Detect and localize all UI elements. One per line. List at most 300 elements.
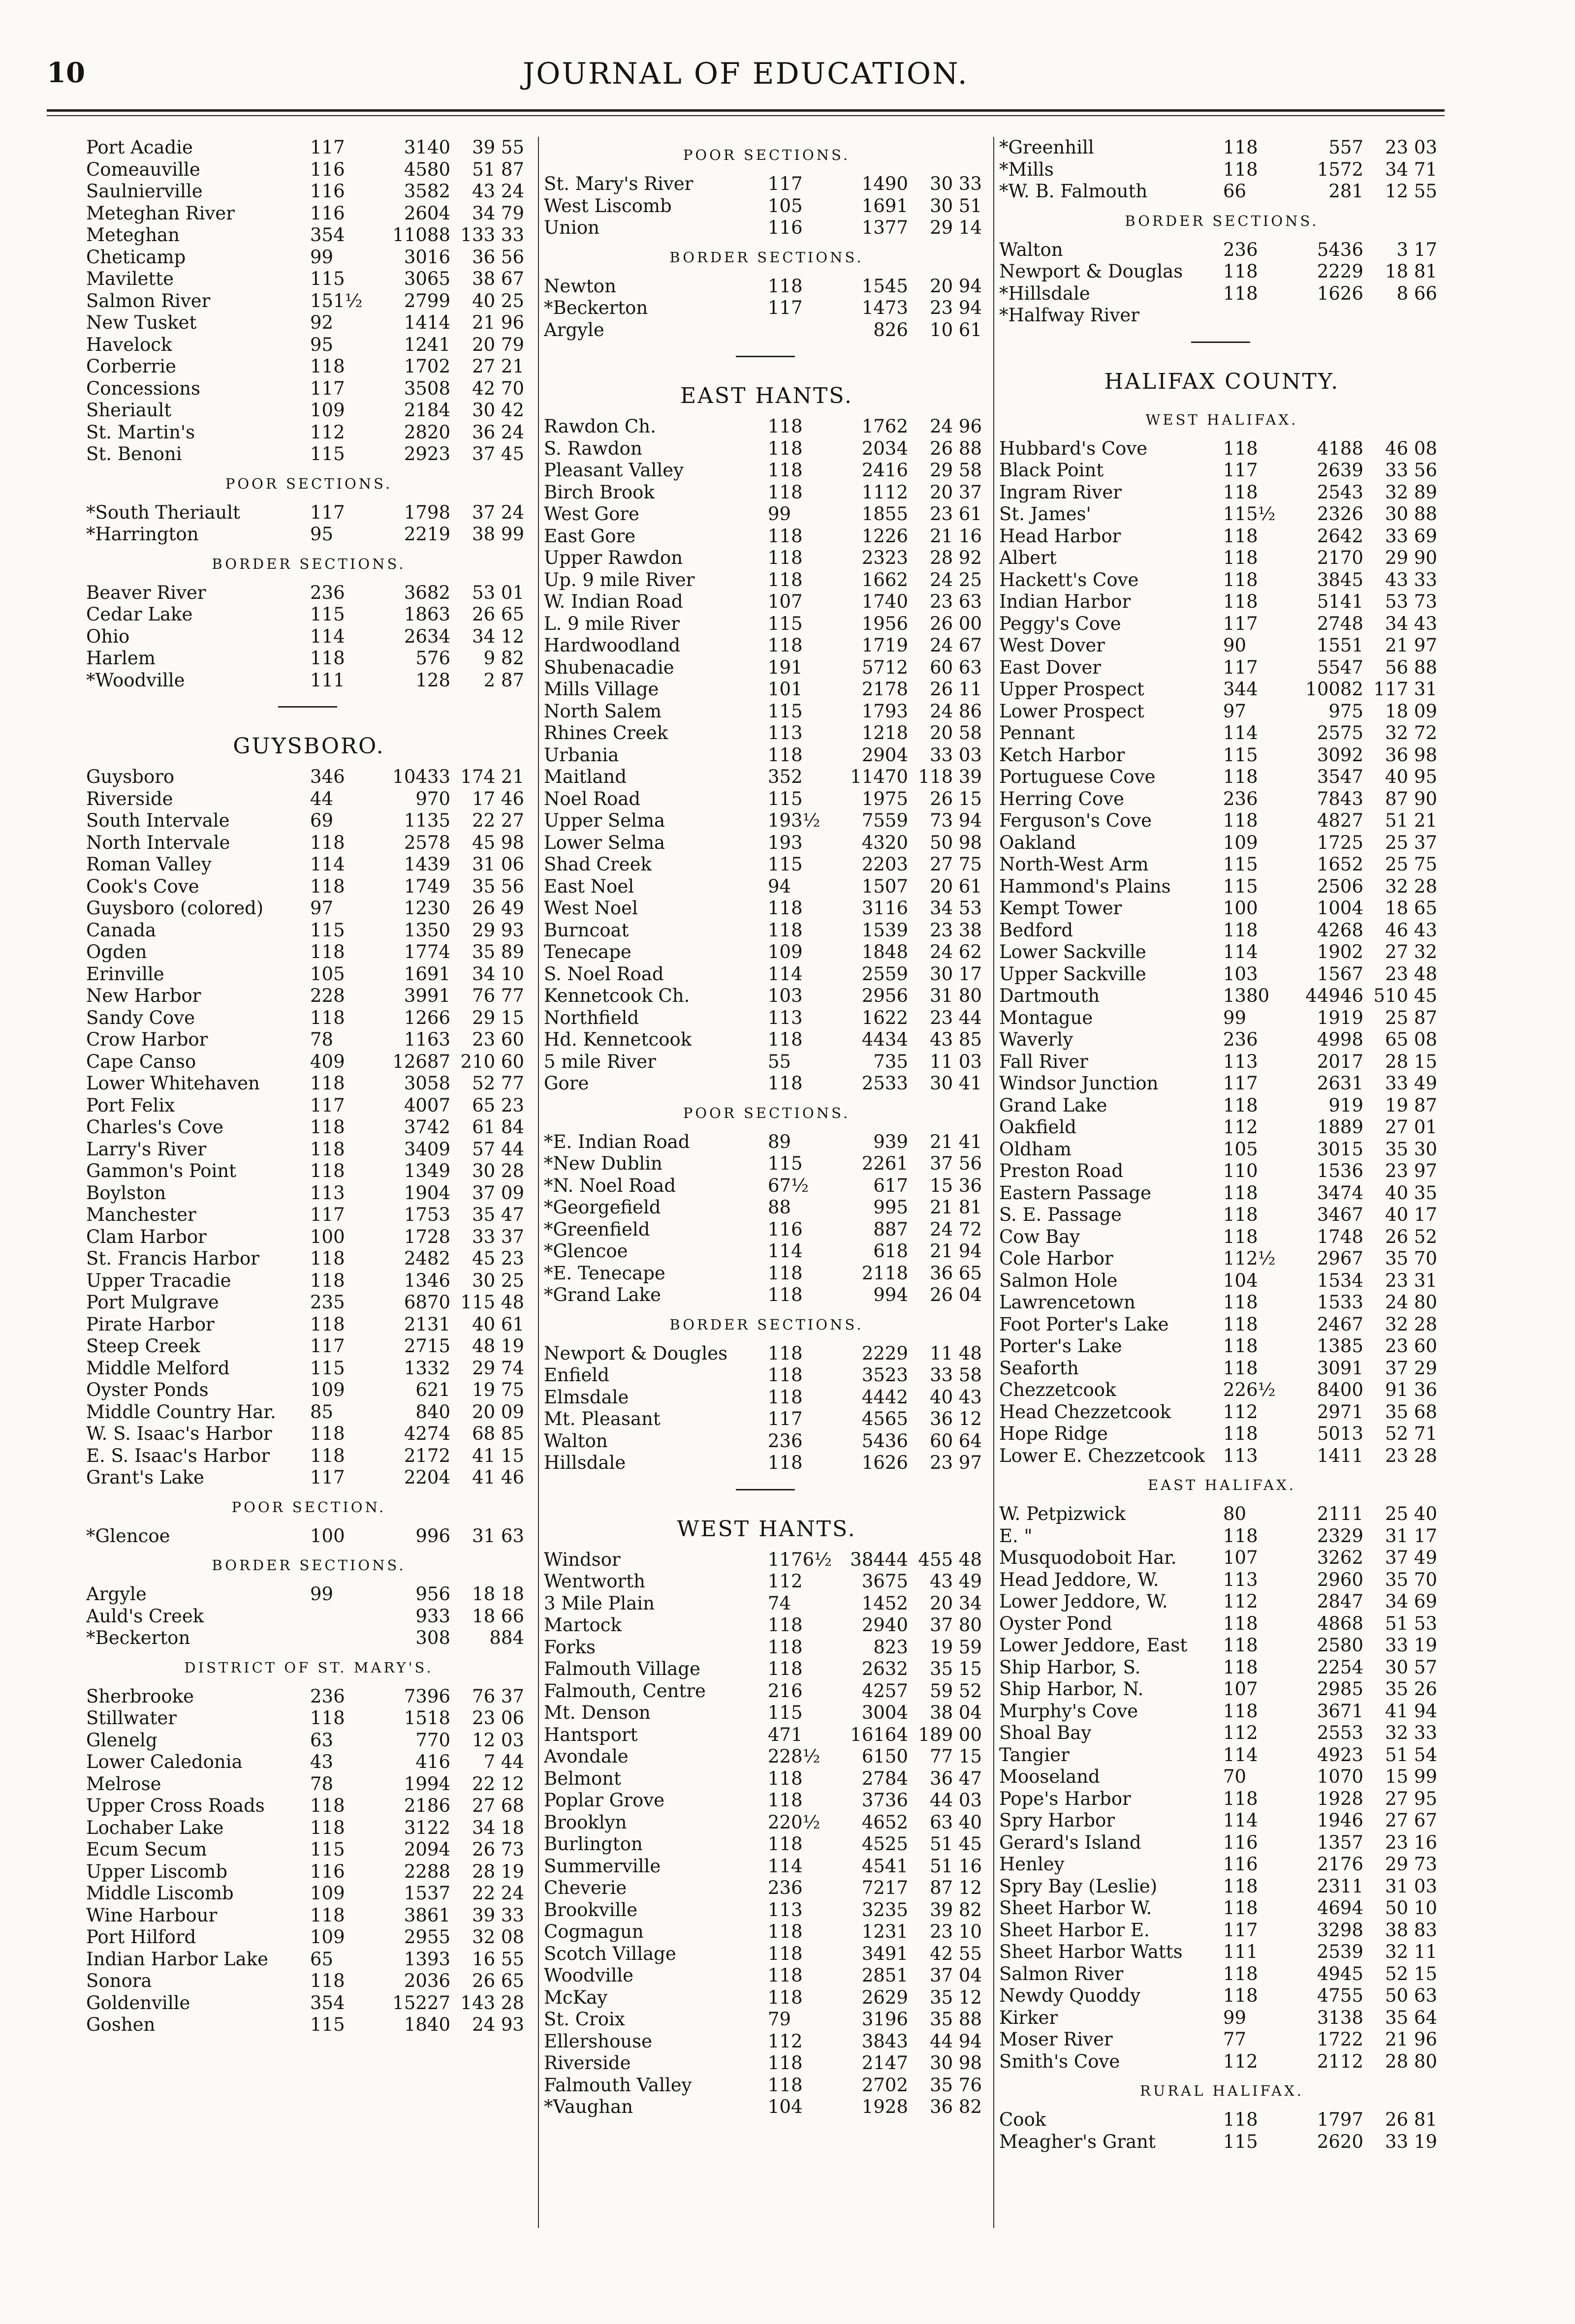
table-row bbox=[86, 400, 532, 422]
days-taught: 78 bbox=[310, 1029, 334, 1050]
section-name: E. " bbox=[999, 1525, 1033, 1547]
days-taught: 346 bbox=[310, 766, 345, 787]
section-name: Albert bbox=[999, 547, 1057, 568]
grant-amount: 57 44 bbox=[472, 1138, 524, 1160]
grant-amount: 50 63 bbox=[1385, 1985, 1437, 2006]
attendance: 3092 bbox=[1317, 744, 1363, 766]
section-name: Hammond's Plains bbox=[999, 875, 1171, 897]
days-taught: 118 bbox=[768, 1636, 803, 1658]
days-taught: 118 bbox=[1223, 569, 1258, 590]
table-row bbox=[86, 268, 532, 290]
days-taught: 118 bbox=[1223, 1204, 1258, 1225]
attendance: 3682 bbox=[404, 582, 450, 603]
table-row bbox=[86, 766, 532, 788]
attendance: 2967 bbox=[1317, 1248, 1363, 1269]
attendance: 5712 bbox=[861, 656, 908, 678]
days-taught: 107 bbox=[1223, 1678, 1258, 1700]
days-taught: 116 bbox=[310, 202, 345, 224]
grant-amount: 24 80 bbox=[1385, 1292, 1437, 1313]
section-name: Hubbard's Cove bbox=[999, 437, 1148, 459]
section-name: Lower Prospect bbox=[999, 700, 1144, 722]
table-row bbox=[544, 1571, 989, 1593]
attendance: 2578 bbox=[404, 832, 450, 853]
grant-amount: 41 94 bbox=[1385, 1700, 1437, 1722]
grant-amount: 39 55 bbox=[472, 137, 524, 158]
section-name: Pennant bbox=[999, 722, 1075, 744]
section-name: Wine Harbour bbox=[86, 1904, 218, 1926]
attendance: 3409 bbox=[404, 1138, 450, 1160]
section-name: Poplar Grove bbox=[544, 1790, 665, 1811]
section-name: Tangier bbox=[999, 1744, 1070, 1766]
grant-amount: 31 80 bbox=[930, 985, 982, 1006]
table-row bbox=[999, 1139, 1445, 1161]
grant-amount: 32 11 bbox=[1385, 1941, 1437, 1962]
section-name: Corberrie bbox=[86, 356, 176, 377]
grant-amount: 59 52 bbox=[930, 1680, 982, 1702]
section-name: East Gore bbox=[544, 525, 636, 547]
section-name: West Noel bbox=[544, 898, 638, 919]
days-taught: 117 bbox=[768, 297, 803, 318]
section-name: Ketch Harbor bbox=[999, 744, 1125, 766]
days-taught: 118 bbox=[768, 547, 803, 568]
table-row bbox=[544, 1965, 989, 1987]
grant-amount: 28 15 bbox=[1385, 1051, 1437, 1072]
attendance: 1848 bbox=[861, 941, 908, 962]
days-taught: 116 bbox=[310, 181, 345, 202]
section-name: East Dover bbox=[999, 656, 1102, 678]
days-taught: 100 bbox=[310, 1226, 345, 1247]
table-row bbox=[544, 854, 989, 876]
days-taught: 118 bbox=[768, 275, 803, 297]
section-name: Oldham bbox=[999, 1138, 1071, 1160]
attendance: 5436 bbox=[861, 1430, 908, 1452]
table-row bbox=[544, 679, 989, 701]
table-row bbox=[544, 898, 989, 920]
attendance: 3861 bbox=[404, 1904, 450, 1926]
section-name: Riverside bbox=[86, 788, 173, 809]
attendance: 2642 bbox=[1317, 525, 1363, 547]
grant-amount: 22 12 bbox=[472, 1773, 524, 1795]
days-taught: 118 bbox=[310, 1248, 345, 1269]
grant-amount: 23 03 bbox=[1385, 137, 1437, 158]
attendance: 7559 bbox=[861, 810, 908, 831]
section-name: Noel Road bbox=[544, 788, 641, 809]
attendance: 1626 bbox=[1317, 282, 1363, 304]
table-row bbox=[86, 137, 532, 159]
table-row bbox=[544, 1987, 989, 2009]
grant-amount: 73 94 bbox=[930, 810, 982, 831]
grant-amount: 31 17 bbox=[1385, 1525, 1437, 1547]
section-name: Belmont bbox=[544, 1767, 621, 1789]
section-name: 3 Mile Plain bbox=[544, 1592, 655, 1614]
section-name: Upper Cross Roads bbox=[86, 1795, 265, 1816]
days-taught: 118 bbox=[768, 2074, 803, 2096]
table-row bbox=[544, 2031, 989, 2053]
attendance: 2923 bbox=[404, 443, 450, 465]
section-name: Middle Liscomb bbox=[86, 1883, 234, 1904]
days-taught: 118 bbox=[768, 525, 803, 547]
grant-amount: 8 66 bbox=[1396, 282, 1437, 304]
grant-amount: 37 04 bbox=[930, 1965, 982, 1986]
table-row bbox=[999, 1569, 1445, 1591]
section-subheading: POOR SECTIONS. bbox=[683, 147, 850, 163]
attendance: 3065 bbox=[404, 268, 450, 289]
attendance: 1393 bbox=[404, 1948, 450, 1970]
grant-amount: 37 09 bbox=[472, 1182, 524, 1204]
grant-amount: 30 42 bbox=[472, 400, 524, 421]
grant-amount: 36 65 bbox=[930, 1262, 982, 1284]
days-taught: 216 bbox=[768, 1680, 803, 1702]
column-3 bbox=[999, 137, 1445, 2153]
days-taught: 117 bbox=[310, 1335, 345, 1357]
days-taught: 118 bbox=[768, 1965, 803, 1986]
days-taught: 112½ bbox=[1223, 1248, 1276, 1269]
grant-amount: 18 65 bbox=[1385, 898, 1437, 919]
section-name: West Liscomb bbox=[544, 195, 672, 217]
attendance: 1414 bbox=[404, 312, 450, 333]
grant-amount: 51 53 bbox=[1385, 1612, 1437, 1634]
days-taught: 115 bbox=[768, 700, 803, 722]
days-taught: 88 bbox=[768, 1197, 791, 1218]
table-row bbox=[86, 832, 532, 854]
days-taught: 118 bbox=[310, 941, 345, 962]
table-row bbox=[544, 1790, 989, 1812]
section-name: *N. Noel Road bbox=[544, 1175, 676, 1196]
days-taught: 236 bbox=[310, 1685, 345, 1707]
section-subheading: WEST HALIFAX. bbox=[1145, 411, 1298, 428]
grant-amount: 7 44 bbox=[483, 1751, 524, 1772]
grant-amount: 12 55 bbox=[1385, 181, 1437, 202]
days-taught: 115 bbox=[1223, 744, 1258, 766]
days-taught: 118 bbox=[1223, 1635, 1258, 1656]
table-row bbox=[86, 356, 532, 378]
attendance: 11470 bbox=[850, 766, 908, 787]
county-heading: GUYSBORO. bbox=[233, 734, 385, 759]
grant-amount: 23 48 bbox=[1385, 963, 1437, 985]
grant-amount: 23 63 bbox=[930, 591, 982, 612]
table-row bbox=[999, 261, 1445, 283]
attendance: 2229 bbox=[1317, 261, 1363, 282]
attendance: 1572 bbox=[1317, 158, 1363, 180]
table-row bbox=[999, 635, 1445, 657]
grant-amount: 26 65 bbox=[472, 604, 524, 625]
grant-amount: 42 70 bbox=[472, 377, 524, 399]
days-taught: 118 bbox=[310, 1138, 345, 1160]
table-row bbox=[86, 1861, 532, 1883]
section-name: S. Rawdon bbox=[544, 437, 642, 459]
section-name: Pirate Harbor bbox=[86, 1313, 215, 1335]
section-name: Woodville bbox=[544, 1965, 634, 1986]
days-taught: 118 bbox=[1223, 282, 1258, 304]
table-row bbox=[86, 1270, 532, 1292]
section-name: St. Benoni bbox=[86, 443, 182, 465]
table-row bbox=[86, 670, 532, 692]
header-rule bbox=[47, 109, 1445, 112]
days-taught: 228½ bbox=[768, 1746, 820, 1767]
grant-amount: 76 37 bbox=[472, 1685, 524, 1707]
attendance: 3015 bbox=[1317, 1138, 1363, 1160]
days-taught: 193 bbox=[768, 832, 803, 853]
table-row bbox=[544, 482, 989, 504]
days-taught: 109 bbox=[310, 1926, 345, 1948]
grant-amount: 3 17 bbox=[1396, 239, 1437, 260]
section-name: Gore bbox=[544, 1073, 589, 1094]
section-name: Windsor bbox=[544, 1549, 621, 1570]
section-name: *Glencoe bbox=[86, 1525, 170, 1547]
table-row bbox=[86, 159, 532, 181]
attendance: 2204 bbox=[404, 1467, 450, 1488]
attendance: 1797 bbox=[1317, 2109, 1363, 2130]
section-name: Enfield bbox=[544, 1364, 609, 1386]
attendance: 1691 bbox=[404, 963, 450, 985]
attendance: 1490 bbox=[861, 173, 908, 194]
table-row bbox=[544, 701, 989, 723]
days-taught bbox=[310, 1627, 369, 1649]
grant-amount: 26 04 bbox=[930, 1284, 982, 1305]
table-row bbox=[86, 1029, 532, 1051]
days-taught: 118 bbox=[1223, 1292, 1258, 1313]
attendance: 826 bbox=[873, 319, 908, 341]
table-row bbox=[86, 247, 532, 269]
grant-amount: 37 45 bbox=[472, 443, 524, 465]
table-row bbox=[544, 941, 989, 963]
days-taught: 66 bbox=[1223, 181, 1247, 202]
table-row bbox=[86, 1401, 532, 1424]
attendance: 7396 bbox=[404, 1685, 450, 1707]
grant-amount: 10 61 bbox=[930, 319, 982, 341]
section-name: Mt. Denson bbox=[544, 1702, 651, 1723]
attendance: 1902 bbox=[1317, 941, 1363, 962]
section-name: Walton bbox=[544, 1430, 608, 1452]
table-row bbox=[86, 1248, 532, 1270]
section-name: *Halfway River bbox=[999, 305, 1139, 326]
section-name: Waverly bbox=[999, 1029, 1073, 1050]
attendance: 1112 bbox=[861, 481, 908, 503]
attendance: 281 bbox=[1328, 181, 1363, 202]
attendance: 2506 bbox=[1317, 875, 1363, 897]
table-row bbox=[86, 898, 532, 920]
section-name: Birch Brook bbox=[544, 481, 655, 503]
table-row bbox=[999, 2029, 1445, 2051]
attendance: 5141 bbox=[1317, 591, 1363, 612]
days-taught: 118 bbox=[1223, 481, 1258, 503]
table-row bbox=[999, 1876, 1445, 1898]
days-taught: 118 bbox=[1223, 2109, 1258, 2130]
section-name: Gammon's Point bbox=[86, 1160, 237, 1181]
table-row bbox=[544, 1131, 989, 1153]
attendance: 1889 bbox=[1317, 1116, 1363, 1138]
grant-amount: 12 03 bbox=[472, 1729, 524, 1751]
days-taught: 117 bbox=[768, 1408, 803, 1429]
table-row bbox=[544, 1197, 989, 1219]
section-name: Clam Harbor bbox=[86, 1226, 207, 1247]
section-name: Salmon River bbox=[86, 290, 211, 311]
attendance: 2604 bbox=[404, 202, 450, 224]
section-name: Oakfield bbox=[999, 1116, 1076, 1138]
section-name: Head Jeddore, W. bbox=[999, 1569, 1159, 1590]
grant-amount: 51 45 bbox=[930, 1833, 982, 1855]
attendance: 3467 bbox=[1317, 1204, 1363, 1225]
table-row bbox=[999, 613, 1445, 635]
grant-amount: 9 82 bbox=[483, 648, 524, 669]
grant-amount: 36 12 bbox=[930, 1408, 982, 1429]
grant-amount: 60 63 bbox=[930, 656, 982, 678]
table-row bbox=[86, 810, 532, 832]
days-taught: 236 bbox=[1223, 239, 1258, 260]
days-taught: 191 bbox=[768, 656, 803, 678]
grant-amount: 33 37 bbox=[472, 1226, 524, 1247]
table-row bbox=[999, 1445, 1445, 1467]
days-taught: 117 bbox=[768, 173, 803, 194]
table-row bbox=[86, 502, 532, 524]
grant-amount: 36 47 bbox=[930, 1767, 982, 1789]
table-row bbox=[544, 173, 989, 195]
table-row bbox=[544, 810, 989, 832]
section-divider bbox=[999, 327, 1445, 357]
attendance: 2715 bbox=[404, 1335, 450, 1357]
table-row bbox=[544, 297, 989, 319]
table-row bbox=[999, 1358, 1445, 1380]
days-taught: 118 bbox=[768, 2052, 803, 2074]
grant-amount: 26 00 bbox=[930, 613, 982, 634]
days-taught: 114 bbox=[1223, 1810, 1258, 1831]
days-taught: 97 bbox=[310, 898, 334, 919]
attendance: 1762 bbox=[861, 416, 908, 437]
days-taught: 118 bbox=[310, 1116, 345, 1138]
days-taught: 118 bbox=[310, 1817, 345, 1838]
attendance: 3671 bbox=[1317, 1700, 1363, 1722]
attendance: 12687 bbox=[392, 1051, 450, 1072]
attendance: 995 bbox=[873, 1197, 908, 1218]
days-taught: 118 bbox=[768, 1614, 803, 1636]
section-name: Herring Cove bbox=[999, 788, 1125, 809]
days-taught: 107 bbox=[768, 591, 803, 612]
table-row bbox=[999, 1073, 1445, 1095]
attendance: 1662 bbox=[861, 569, 908, 590]
table-row bbox=[544, 1812, 989, 1834]
grant-amount: 34 43 bbox=[1385, 613, 1437, 634]
days-taught: 354 bbox=[310, 224, 345, 246]
days-taught: 99 bbox=[1223, 2007, 1247, 2028]
table-row bbox=[544, 963, 989, 986]
attendance: 1719 bbox=[861, 635, 908, 656]
days-taught: 118 bbox=[1223, 437, 1258, 459]
section-name: Urbania bbox=[544, 744, 619, 766]
days-taught: 115 bbox=[310, 268, 345, 289]
table-row bbox=[86, 1379, 532, 1401]
grant-amount: 18 81 bbox=[1385, 261, 1437, 282]
grant-amount: 31 63 bbox=[472, 1525, 524, 1547]
section-name: Brookville bbox=[544, 1899, 638, 1921]
attendance: 3582 bbox=[404, 181, 450, 202]
grant-amount: 35 70 bbox=[1385, 1248, 1437, 1269]
section-name: *W. B. Falmouth bbox=[999, 181, 1148, 202]
section-name: Lower Jeddore, East bbox=[999, 1635, 1188, 1656]
section-name: Cow Bay bbox=[999, 1226, 1080, 1247]
table-row bbox=[544, 1452, 989, 1474]
grant-amount: 22 27 bbox=[472, 810, 524, 831]
table-row bbox=[86, 1817, 532, 1839]
table-row bbox=[86, 1707, 532, 1730]
grant-amount: 30 88 bbox=[1385, 503, 1437, 525]
section-name: Ecum Secum bbox=[86, 1839, 207, 1860]
table-row bbox=[999, 503, 1445, 526]
days-taught: 118 bbox=[310, 1007, 345, 1028]
section-name: East Noel bbox=[544, 875, 634, 897]
section-name: Crow Harbor bbox=[86, 1029, 208, 1050]
attendance: 15227 bbox=[392, 1992, 450, 2014]
grant-amount: 35 47 bbox=[472, 1204, 524, 1225]
section-name: Mills Village bbox=[544, 679, 659, 700]
days-taught: 114 bbox=[768, 963, 803, 985]
attendance: 3298 bbox=[1317, 1919, 1363, 1941]
grant-amount: 22 24 bbox=[472, 1883, 524, 1904]
days-taught: 101 bbox=[768, 679, 803, 700]
days-taught: 118 bbox=[310, 1445, 345, 1466]
section-name: Hope Ridge bbox=[999, 1423, 1108, 1444]
attendance: 933 bbox=[415, 1605, 450, 1627]
grant-amount: 143 28 bbox=[460, 1992, 524, 2014]
grant-amount: 26 81 bbox=[1385, 2109, 1437, 2130]
days-taught: 115 bbox=[310, 443, 345, 465]
attendance: 2326 bbox=[1317, 503, 1363, 525]
days-taught: 99 bbox=[310, 246, 334, 268]
attendance: 1994 bbox=[404, 1773, 450, 1795]
section-name: W. Indian Road bbox=[544, 591, 683, 612]
section-name: Martock bbox=[544, 1614, 622, 1636]
attendance: 2416 bbox=[861, 460, 908, 481]
section-name: *Georgefield bbox=[544, 1197, 661, 1218]
grant-amount: 33 19 bbox=[1385, 2131, 1437, 2152]
grant-amount: 33 49 bbox=[1385, 1073, 1437, 1094]
attendance: 1567 bbox=[1317, 963, 1363, 985]
section-name: *Mills bbox=[999, 158, 1054, 180]
days-taught: 118 bbox=[1223, 766, 1258, 787]
attendance: 2904 bbox=[861, 744, 908, 766]
days-taught: 55 bbox=[768, 1051, 791, 1072]
days-taught: 105 bbox=[1223, 1138, 1258, 1160]
table-row bbox=[999, 722, 1445, 744]
table-row bbox=[86, 1423, 532, 1445]
days-taught: 118 bbox=[768, 1790, 803, 1811]
grant-amount: 32 08 bbox=[472, 1926, 524, 1948]
section-name: Sheriault bbox=[86, 400, 172, 421]
section-name: *Grand Lake bbox=[544, 1284, 662, 1305]
table-row bbox=[86, 1116, 532, 1139]
grant-amount: 24 96 bbox=[930, 416, 982, 437]
table-row bbox=[544, 1724, 989, 1746]
attendance: 3004 bbox=[861, 1702, 908, 1723]
table-row bbox=[999, 854, 1445, 876]
days-taught: 118 bbox=[310, 1073, 345, 1094]
table-row bbox=[544, 1680, 989, 1703]
grant-amount: 11 03 bbox=[930, 1051, 982, 1072]
table-row bbox=[544, 920, 989, 942]
days-taught: 44 bbox=[310, 788, 334, 809]
table-row bbox=[999, 876, 1445, 898]
table-row bbox=[999, 1051, 1445, 1073]
table-row bbox=[86, 1839, 532, 1861]
table-row bbox=[86, 1139, 532, 1161]
table-row bbox=[86, 2014, 532, 2036]
section-name: Upper Sackville bbox=[999, 963, 1146, 985]
grant-amount: 189 00 bbox=[918, 1724, 982, 1745]
attendance: 2036 bbox=[404, 1970, 450, 1991]
attendance: 8400 bbox=[1317, 1379, 1363, 1400]
table-row bbox=[999, 1314, 1445, 1336]
days-taught: 74 bbox=[768, 1592, 791, 1614]
grant-amount: 53 73 bbox=[1385, 591, 1437, 612]
